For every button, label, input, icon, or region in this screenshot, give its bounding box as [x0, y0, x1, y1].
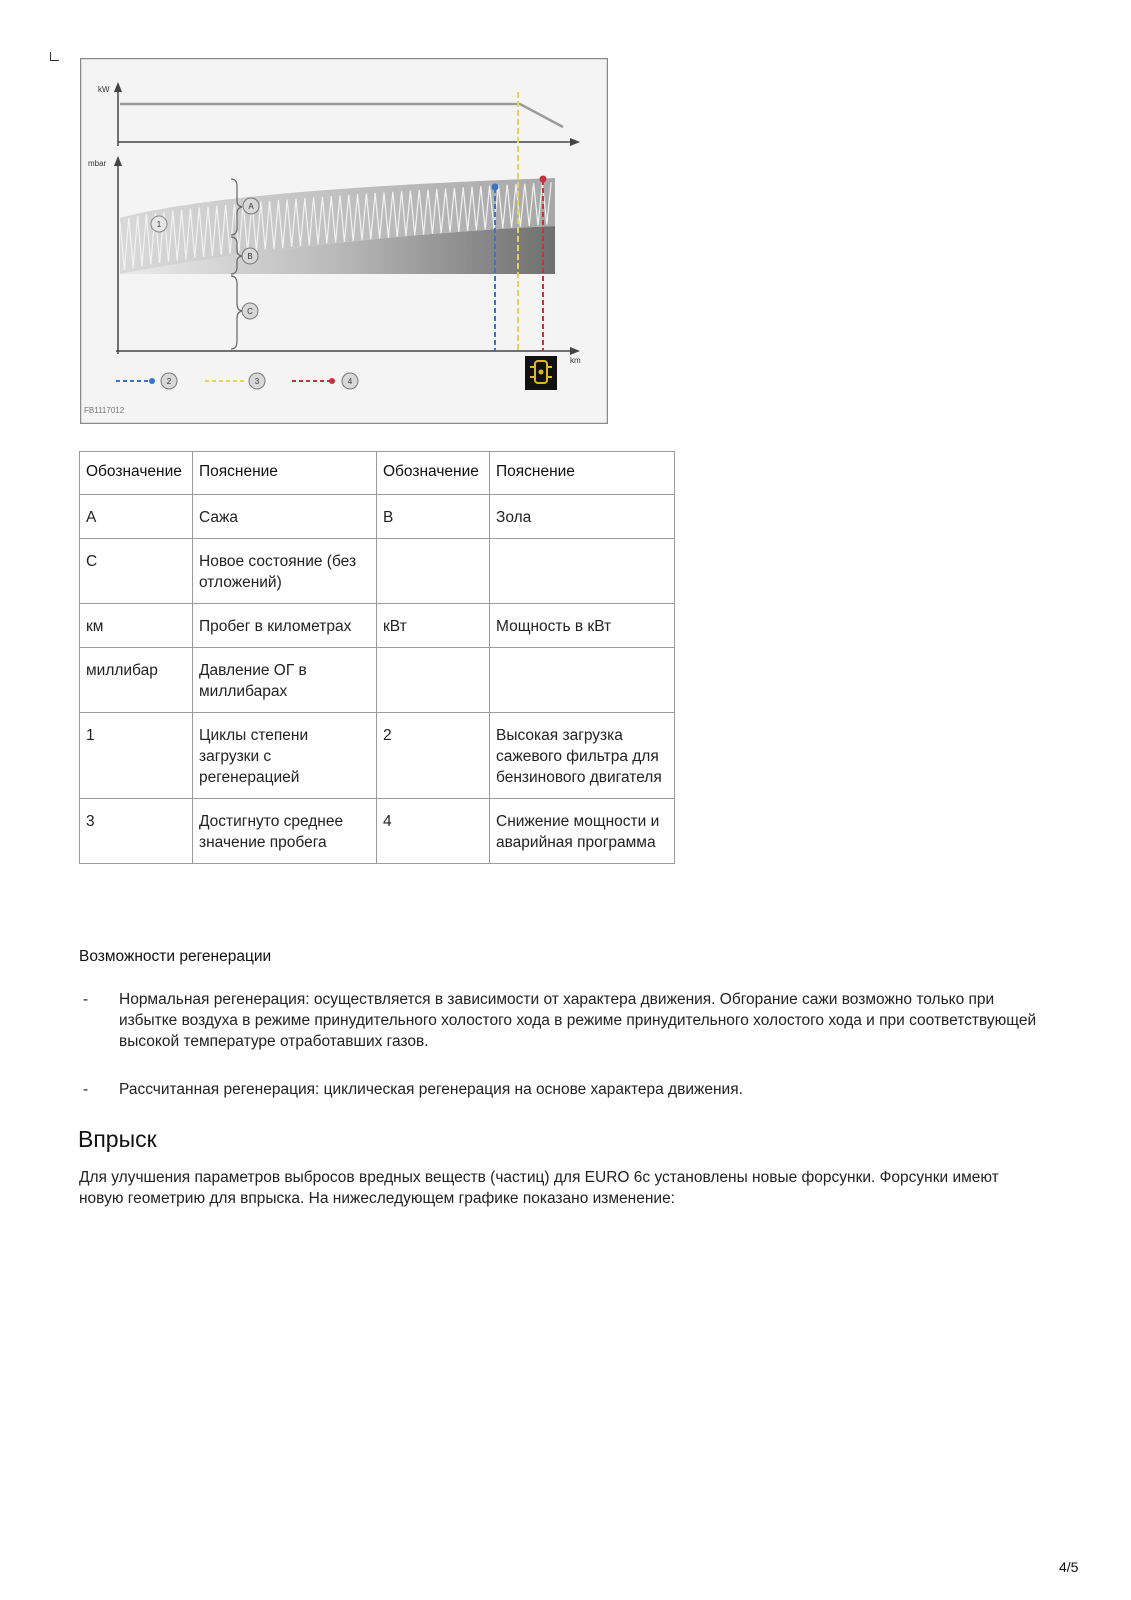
- zone-b-marker: [242, 248, 258, 264]
- table-cell: B: [377, 495, 490, 539]
- table-cell: Высокая загрузка сажевого фильтра для бензинового двигателя: [490, 713, 675, 799]
- table-cell: Мощность в кВт: [490, 604, 675, 648]
- zone-a-marker: [243, 198, 259, 214]
- red-dot: [540, 176, 547, 183]
- bullet-item: [79, 1079, 1039, 1100]
- table-header-cell: Пояснение: [193, 452, 377, 495]
- legend-2-text: 2: [166, 377, 172, 386]
- bullet-text: Нормальная регенерация: осуществляется в зависимости от характера движения. Обгорание сажи возможно только при избытке воздуха в режиме принудительного холостого хода в режиме принудительного холостого хода и при соответствующей высокой температуре отработавших газов.: [119, 991, 1037, 1050]
- table-cell: Циклы степени загрузки с регенерацией: [193, 713, 377, 799]
- table-row: [80, 648, 675, 713]
- body-paragraph: Для улучшения параметров выбросов вредных веществ (частиц) для EURO 6c установлены новые форсунки. Форсунки имеют новую геометрию для впрыска. На нижеследующем графике показано изменение:: [79, 1169, 999, 1207]
- dpf-load-diagram: [80, 58, 608, 424]
- bullet-item: [79, 989, 1039, 1052]
- cycle-marker: [151, 216, 167, 232]
- zone-a-text: A: [248, 202, 254, 211]
- page-number: 4/5: [1059, 1559, 1079, 1575]
- table-cell: [490, 648, 675, 713]
- table-header-cell: Обозначение: [80, 452, 193, 495]
- corner-crop-mark: [50, 52, 59, 61]
- legend-4-text: 4: [347, 377, 353, 386]
- engine-warning-lamp-icon: [525, 356, 557, 390]
- table-cell: A: [80, 495, 193, 539]
- table-cell: C: [80, 539, 193, 604]
- zone-b-text: B: [247, 252, 253, 261]
- bullet-dash: -: [83, 1081, 89, 1098]
- table-cell: [377, 648, 490, 713]
- zone-c-text: C: [247, 307, 253, 316]
- table-cell: 2: [377, 713, 490, 799]
- table-row: [80, 604, 675, 648]
- table-row: [80, 713, 675, 799]
- figure-code: FB1117012: [84, 406, 125, 415]
- table-cell: км: [80, 604, 193, 648]
- legend-table: [79, 451, 675, 864]
- table-row: [80, 495, 675, 539]
- table-row: [80, 799, 675, 864]
- table-cell: 3: [80, 799, 193, 864]
- table-cell: [377, 539, 490, 604]
- table-header-row: [80, 452, 675, 495]
- table-header-cell: Обозначение: [377, 452, 490, 495]
- heading-injection: Впрыск: [78, 1126, 157, 1152]
- table-cell: кВт: [377, 604, 490, 648]
- table-cell: Сажа: [193, 495, 377, 539]
- table-row: [80, 539, 675, 604]
- table-cell: [490, 539, 675, 604]
- table-cell: 4: [377, 799, 490, 864]
- table-header-cell: Пояснение: [490, 452, 675, 495]
- table-cell: Пробег в километрах: [193, 604, 377, 648]
- table-cell: Зола: [490, 495, 675, 539]
- bullet-dash: -: [83, 991, 89, 1008]
- km-label: km: [570, 356, 581, 365]
- cycle-text: 1: [156, 220, 162, 229]
- section-title: Возможности регенерации: [79, 948, 272, 965]
- kw-label: kW: [98, 85, 110, 94]
- blue-dot: [492, 184, 499, 191]
- table-cell: миллибар: [80, 648, 193, 713]
- zone-c-marker: [242, 303, 258, 319]
- table-cell: Достигнуто среднее значение пробега: [193, 799, 377, 864]
- table-cell: Новое состояние (без отложений): [193, 539, 377, 604]
- mbar-label: mbar: [88, 159, 107, 168]
- table-cell: Снижение мощности и аварийная программа: [490, 799, 675, 864]
- table-cell: 1: [80, 713, 193, 799]
- table-cell: Давление ОГ в миллибарах: [193, 648, 377, 713]
- bullet-text: Рассчитанная регенерация: циклическая регенерация на основе характера движения.: [119, 1081, 743, 1098]
- legend-3-text: 3: [254, 377, 260, 386]
